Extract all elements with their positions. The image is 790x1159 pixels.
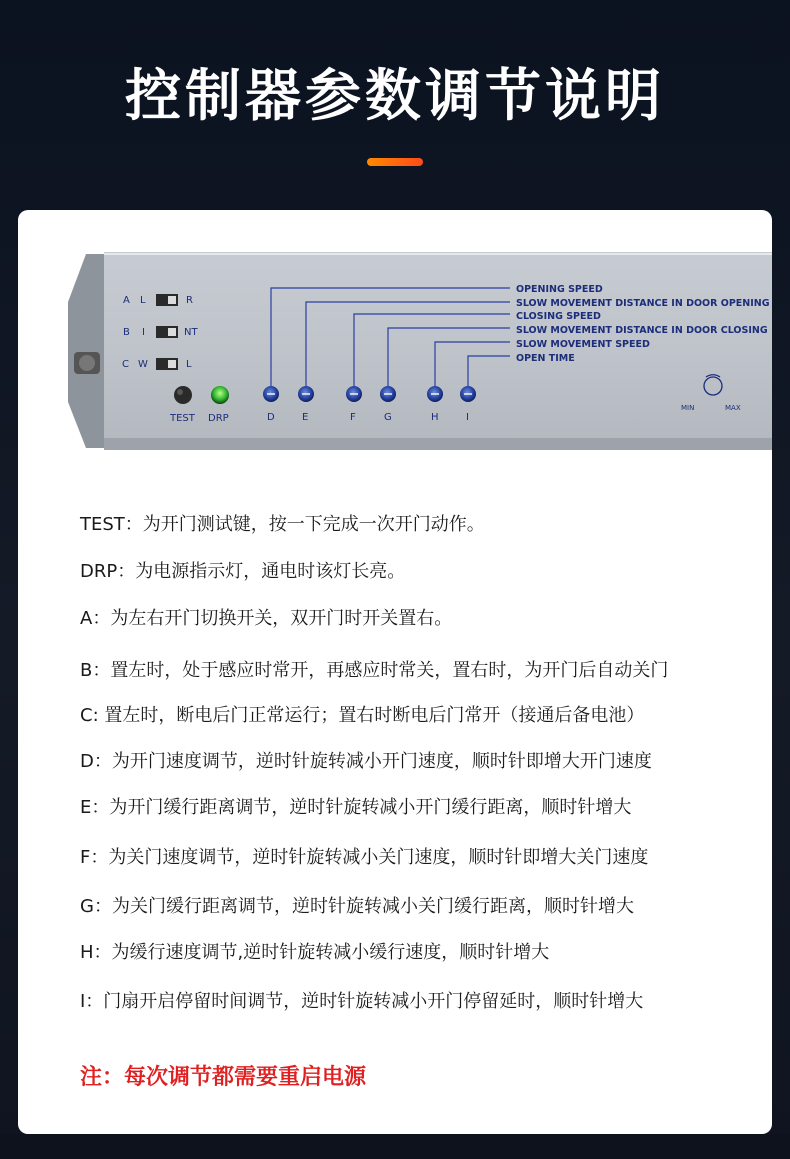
drp-led xyxy=(211,386,229,404)
instruction-b: B：置左时，处于感应时常开，再感应时常关，置右时，为开门后自动关门 xyxy=(80,660,669,681)
svg-text:R: R xyxy=(186,295,193,306)
test-button-label: TEST xyxy=(170,413,195,424)
content-card xyxy=(18,210,772,1134)
legend-closing-speed: CLOSING SPEED xyxy=(516,311,601,322)
legend-slow-close-distance: SLOW MOVEMENT DISTANCE IN DOOR CLOSING xyxy=(516,325,768,336)
instruction-e: E：为开门缓行距离调节，逆时针旋转减小开门缓行距离，顺时针增大 xyxy=(80,797,632,818)
legend-open-time: OPEN TIME xyxy=(516,353,575,364)
mount-bracket xyxy=(68,254,108,448)
svg-text:E: E xyxy=(302,412,309,423)
switch-a-left-label: A xyxy=(123,295,130,306)
svg-text:G: G xyxy=(384,412,392,423)
legend-opening-speed: OPENING SPEED xyxy=(516,284,603,295)
controller-panel xyxy=(68,252,772,450)
instruction-c: C: 置左时，断电后门正常运行；置右时断电后门常开（接通后备电池） xyxy=(80,705,645,726)
restart-note: 注：每次调节都需要重启电源 xyxy=(80,1065,367,1090)
instruction-h: H：为缓行速度调节,逆时针旋转减小缓行速度，顺时针增大 xyxy=(80,942,550,963)
instruction-drp: DRP：为电源指示灯，通电时该灯长亮。 xyxy=(80,561,406,582)
svg-text:MIN: MIN xyxy=(681,404,695,412)
instruction-a: A：为左右开门切换开关，双开门时开关置右。 xyxy=(80,608,453,629)
svg-text:C: C xyxy=(122,359,129,370)
page-title: 控制器参数调节说明 xyxy=(125,64,665,129)
svg-text:MAX: MAX xyxy=(725,404,741,412)
instruction-d: D：为开门速度调节，逆时针旋转减小开门速度，顺时针即增大开门速度 xyxy=(80,751,652,772)
svg-text:H: H xyxy=(431,412,439,423)
svg-text:W: W xyxy=(138,359,148,370)
bottom-band xyxy=(0,1134,790,1159)
legend-slow-speed: SLOW MOVEMENT SPEED xyxy=(516,339,650,350)
drp-label: DRP xyxy=(208,413,229,424)
svg-text:D: D xyxy=(267,412,275,423)
svg-text:F: F xyxy=(350,412,356,423)
svg-text:NT: NT xyxy=(184,327,198,338)
svg-text:L: L xyxy=(140,295,146,306)
svg-text:L: L xyxy=(186,359,192,370)
legend-slow-open-distance: SLOW MOVEMENT DISTANCE IN DOOR OPENING xyxy=(516,298,770,309)
instruction-i: I：门扇开启停留时间调节，逆时针旋转减小开门停留延时，顺时针增大 xyxy=(80,991,644,1012)
instruction-test: TEST：为开门测试键，按一下完成一次开门动作。 xyxy=(80,514,485,535)
instruction-g: G：为关门缓行距离调节，逆时针旋转减小关门缓行距离，顺时针增大 xyxy=(80,896,634,917)
svg-text:I: I xyxy=(142,327,145,338)
test-button xyxy=(174,386,192,404)
svg-text:I: I xyxy=(466,412,469,423)
svg-text:B: B xyxy=(123,327,130,338)
title-accent-bar xyxy=(367,158,423,166)
instruction-f: F：为关门速度调节，逆时针旋转减小关门速度，顺时针即增大关门速度 xyxy=(80,847,649,868)
